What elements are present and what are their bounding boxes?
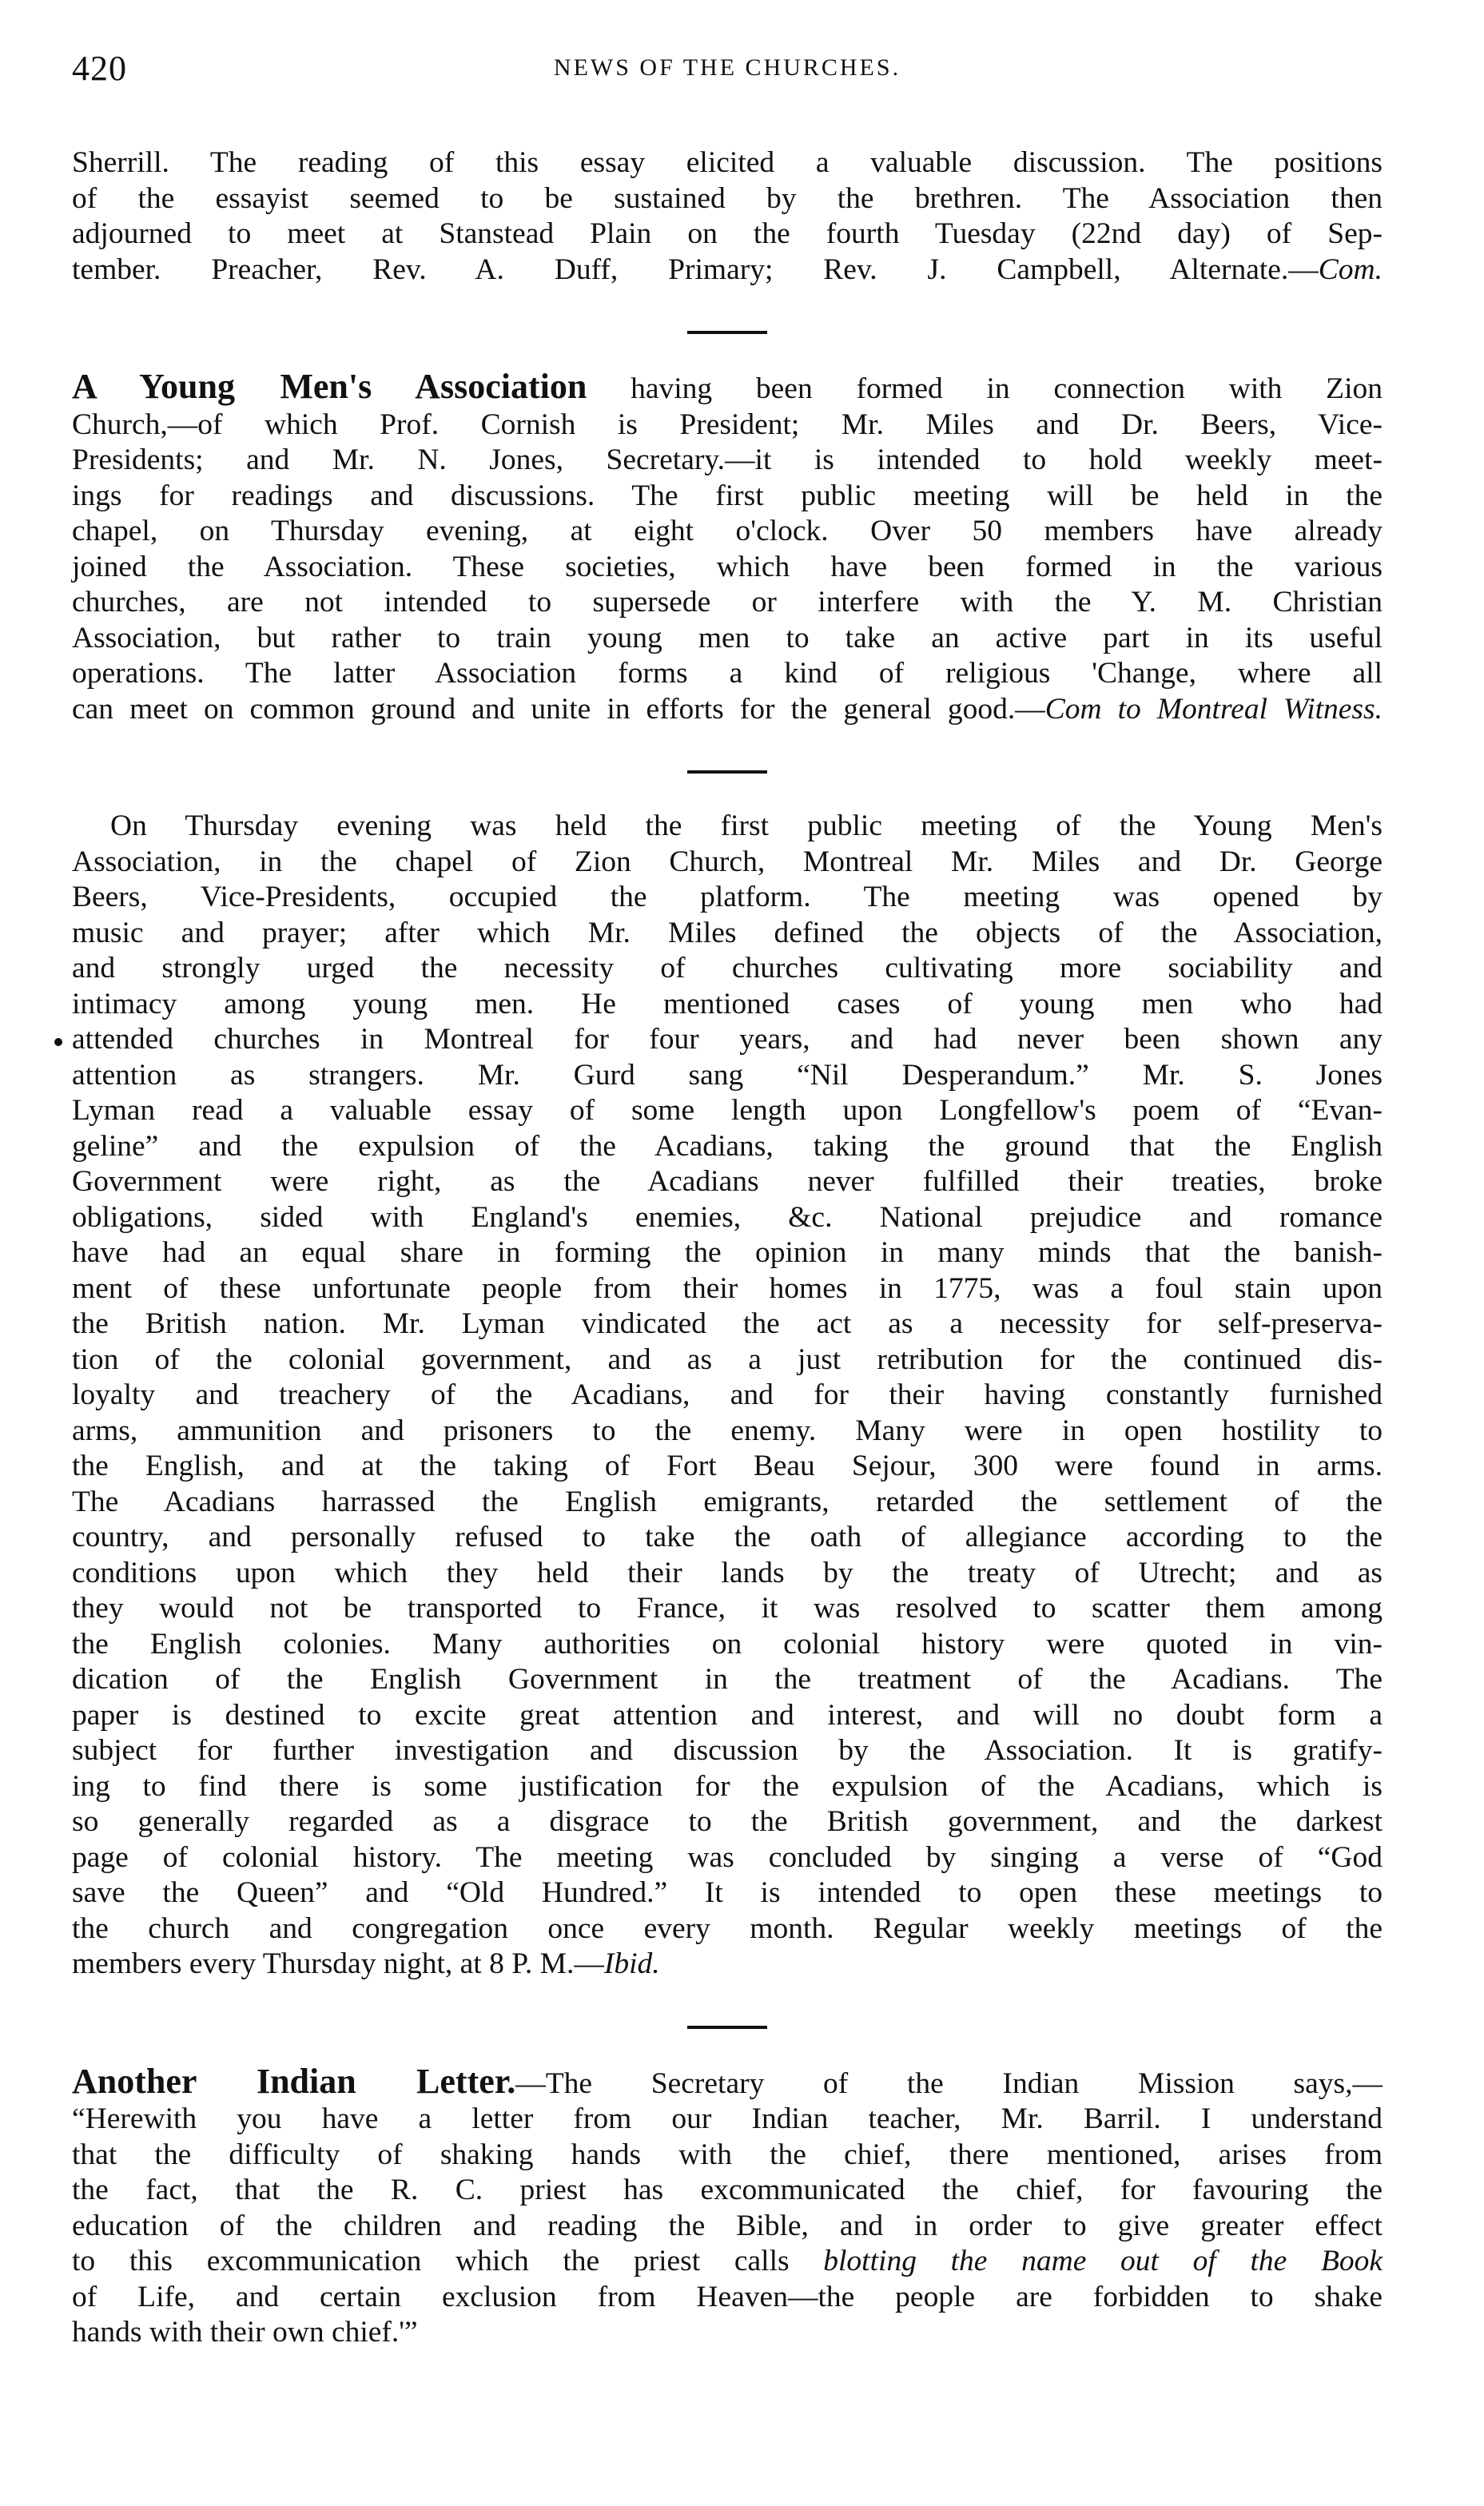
text-fragment: having been formed in connection with Zion [587,372,1383,405]
text-line: of Life, and certain exclusion from Heaven—the people are forbidden to shake [72,2280,1383,2313]
text-line [72,2244,1383,2280]
text-line: of the essayist seemed to be sustained by the brethren. The Association then [72,181,1383,215]
text-line: Sherrill. The reading of this essay elicited a valuable discussion. The positions [72,146,1383,179]
text-line: paper is destined to excite great attention and interest, and will no doubt form a [72,1698,1383,1732]
text-line: page of colonial history. The meeting was concluded by singing a verse of “God [72,1840,1383,1874]
text-line: hands with their own chief.'” [72,2316,418,2349]
text-line: adjourned to meet at Stanstead Plain on the fourth Tuesday (22nd day) of Sep- [72,217,1383,250]
section-divider [687,331,767,334]
text-line: On Thursday evening was held the first public meeting of the Young Men's [110,809,1383,842]
text-line: so generally regarded as a disgrace to the British government, and the darkest [72,1805,1383,1838]
attribution: Com to Montreal Witness. [1044,692,1383,726]
header-title: NEWS OF THE CHURCHES. [553,54,901,81]
text-line: operations. The latter Association forms a kind of religious 'Change, where all [72,657,1383,690]
text-line: churches, are not intended to supersede or interfere with the Y. M. Christian [72,586,1383,619]
paragraph-indian-letter [72,2061,1383,2351]
text-fragment: tember. Preacher, Rev. A. Duff, Primary; Rev. J. Campbell, Alternate.— [72,253,1319,286]
text-line: geline” and the expulsion of the Acadians, taking the ground that the English [72,1129,1383,1163]
text-line: music and prayer; after which Mr. Miles defined the objects of the Association, [72,916,1383,949]
text-line: conditions upon which they held their lands by the treaty of Utrecht; and as [72,1556,1383,1589]
text-line [72,1947,1383,1983]
text-line [72,2061,1383,2102]
text-line: Association, but rather to train young men to take an active part in its useful [72,621,1383,654]
text-line: obligations, sided with England's enemies, &c. National prejudice and romance [72,1200,1383,1234]
text-line: Beers, Vice-Presidents, occupied the platform. The meeting was opened by [72,881,1383,913]
text-line: the English colonies. Many authorities on colonial history were quoted in vin- [72,1627,1383,1661]
page [72,48,1383,2351]
text-line: save the Queen” and “Old Hundred.” It is intended to open these meetings to [72,1876,1383,1909]
text-line: dication of the English Government in the treatment of the Acadians. The [72,1663,1383,1696]
text-line: the English, and at the taking of Fort Beau Sejour, 300 were found in arms. [72,1450,1383,1482]
section-divider [687,2026,767,2029]
text-line: joined the Association. These societies, which have been formed in the various [72,550,1383,583]
text-fragment: to this excommunication which the priest calls [72,2245,824,2277]
text-line: ing to find there is some justification for the expulsion of the Acadians, which is [72,1769,1383,1803]
text-line: subject for further investigation and discussion by the Association. It is gratify- [72,1734,1383,1767]
text-line: ings for readings and discussions. The first public meeting will be held in the [72,479,1383,512]
running-head [72,48,1383,104]
text-line: they would not be transported to France, it was resolved to scatter them among [72,1592,1383,1625]
text-line: ment of these unfortunate people from their homes in 1775, was a foul stain upon [72,1271,1383,1305]
text-fragment: attended churches in Montreal for four years, and had never been shown any [72,1023,1383,1056]
attribution: Com. [1318,253,1383,286]
text-line: education of the children and reading the Bible, and in order to give greater effect [72,2209,1383,2242]
text-line: tion of the colonial government, and as a just retribution for the continued dis- [72,1342,1383,1376]
text-line: that the difficulty of shaking hands with the chief, there mentioned, arises from [72,2138,1383,2171]
section-divider [687,770,767,774]
text-fragment: members every Thursday night, at 8 P. M.— [72,1947,604,1980]
page-number: 420 [72,49,127,88]
italic-phrase: blotting the name out of the Book [823,2245,1383,2277]
paragraph-public-meeting [72,809,1383,1983]
text-line: the church and congregation once every month. Regular weekly meetings of the [72,1911,1383,1945]
paragraph-young-mens-association [72,369,1383,727]
text-fragment: —The Secretary of the Indian Mission says,— [515,2066,1383,2100]
text-line: Church,—of which Prof. Cornish is President; Mr. Miles and Dr. Beers, Vice- [72,408,1383,441]
text-line: “Herewith you have a letter from our Indian teacher, Mr. Barril. I understand [72,2102,1383,2135]
text-line [72,369,1383,408]
section-lead: A Young Men's Association [72,367,587,406]
text-fragment: can meet on common ground and unite in efforts for the general good.— [72,692,1045,726]
text-line: loyalty and treachery of the Acadians, and for their having constantly furnished [72,1378,1383,1411]
section-lead: Another Indian Letter. [72,2061,516,2101]
text-line [72,692,1383,728]
text-line: Presidents; and Mr. N. Jones, Secretary.—it is intended to hold weekly meet- [72,444,1383,476]
text-line: arms, ammunition and prisoners to the enemy. Many were in open hostility to [72,1414,1383,1447]
text-line: Association, in the chapel of Zion Church, Montreal Mr. Miles and Dr. George [72,845,1383,878]
paragraph-association-minutes [72,145,1383,288]
attribution: Ibid. [603,1947,660,1980]
text-line: and strongly urged the necessity of churches cultivating more sociability and [72,952,1383,985]
text-line: chapel, on Thursday evening, at eight o'clock. Over 50 members have already [72,515,1383,547]
text-line [72,253,1383,288]
text-line: the British nation. Mr. Lyman vindicated the act as a necessity for self-preserva- [72,1307,1383,1340]
text-line: The Acadians harrassed the English emigrants, retarded the settlement of the [72,1485,1383,1518]
text-line: attention as strangers. Mr. Gurd sang “Nil Desperandum.” Mr. S. Jones [72,1058,1383,1092]
text-line: country, and personally refused to take the oath of allegiance according to the [72,1521,1383,1553]
text-line: Lyman read a valuable essay of some length upon Longfellow's poem of “Evan- [72,1094,1383,1127]
text-line [72,1022,1383,1058]
text-line: have had an equal share in forming the opinion in many minds that the banish- [72,1236,1383,1269]
margin-dot [54,1038,62,1046]
text-line: Government were right, as the Acadians never fulfilled their treaties, broke [72,1165,1383,1198]
text-line: intimacy among young men. He mentioned cases of young men who had [72,987,1383,1020]
text-line: the fact, that the R. C. priest has excommunicated the chief, for favouring the [72,2174,1383,2206]
